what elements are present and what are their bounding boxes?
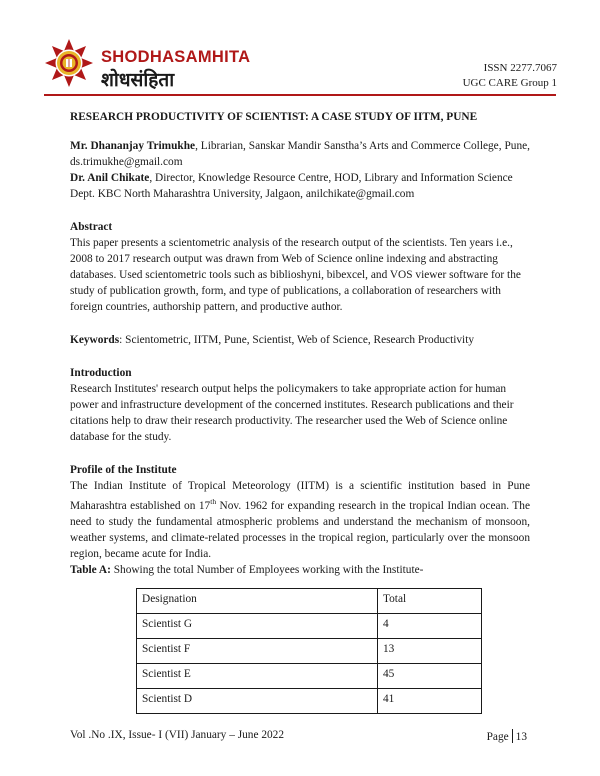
- footer-volume: Vol .No .IX, Issue- I (VII) January – June 2022: [70, 729, 285, 741]
- table-cell: 45: [378, 663, 482, 688]
- page-label: Page: [486, 731, 509, 743]
- profile-heading: Profile of the Institute: [70, 464, 177, 476]
- table-header-row: [137, 588, 482, 613]
- profile-text: The Indian Institute of Tropical Meteorology (IITM) is a scientific institution based in Pune Maharashtra established on 17th Nov. 1962 for expanding research in the tropical Indian ocean. The need to study the fundamental atmospheric problems and understand the mechanism of monsoon, weather systems, and climate-related processes in the tropical region, particularly over the monsoon region, became acute for India.: [70, 480, 530, 560]
- table-cell: Scientist E: [137, 663, 378, 688]
- journal-name: SHODHASAMHITA: [101, 48, 251, 66]
- introduction-heading: Introduction: [70, 367, 132, 379]
- table-cell: Scientist D: [137, 688, 378, 713]
- table-cell: Scientist G: [137, 613, 378, 638]
- journal-emblem-icon: [44, 38, 94, 88]
- table-cell: 4: [378, 613, 482, 638]
- table-caption: [70, 562, 530, 578]
- article-body: [70, 109, 530, 714]
- author-1-details: , Librarian, Sanskar Mandir Sanstha’s Arts and Commerce College, Pune, ds.trimukhe@gmail.com: [70, 140, 530, 168]
- ugc-care-group: UGC CARE Group 1: [462, 77, 557, 89]
- table-caption-text: Showing the total Number of Employees working with the Institute-: [110, 563, 424, 576]
- author-2-name: Dr. Anil Chikate: [70, 172, 150, 184]
- journal-name-hindi: शोधसंहिता: [101, 69, 175, 91]
- table-row: [137, 688, 482, 713]
- author-1: [70, 138, 530, 170]
- table-header-cell: Designation: [137, 588, 378, 613]
- introduction-text: Research Institutes' research output helps the policymakers to take appropriate action for human power and infrastructure development of the concerned institutes. Research publications and their citations help to draw their research productivity. The researcher used the Web of Science online database for the study.: [70, 383, 514, 443]
- table-header-cell: Total: [378, 588, 482, 613]
- issn-number: ISSN 2277.7067: [483, 62, 557, 74]
- keywords-text: : Scientometric, IITM, Pune, Scientist, Web of Science, Research Productivity: [119, 334, 475, 346]
- profile-superscript: th: [210, 497, 217, 506]
- table-cell: 13: [378, 638, 482, 663]
- header-divider: [44, 94, 556, 96]
- table-row: [137, 613, 482, 638]
- abstract-heading: Abstract: [70, 221, 113, 233]
- employees-table: [136, 588, 482, 714]
- page-number: 13: [515, 731, 527, 743]
- author-2-details: , Director, Knowledge Resource Centre, HOD, Library and Information Science Dept. KBC North Maharashtra University, Jalgaon, anilchikate@gmail.com: [70, 172, 513, 200]
- keywords-label: Keywords: [70, 334, 120, 346]
- table-cell: 41: [378, 688, 482, 713]
- abstract-text: This paper presents a scientometric analysis of the research output of the scientists. Ten years i.e., 2008 to 2017 research output was drawn from Web of Science online indexing and abstracting databases. Used scientometric tools such as biblioshyni, bibexcel, and VOS viewer software for the study of publication growth, form, and type of publications, a collaboration of researchers with foreign countries, authorship pattern, and productive author.: [70, 237, 521, 313]
- journal-logo: [44, 38, 94, 88]
- table-row: [137, 663, 482, 688]
- table-cell: Scientist F: [137, 638, 378, 663]
- article-title: RESEARCH PRODUCTIVITY OF SCIENTIST: A CASE STUDY OF IITM, PUNE: [70, 111, 478, 123]
- keywords: [70, 332, 530, 348]
- table-caption-label: Table A:: [70, 563, 111, 576]
- author-2: [70, 170, 530, 202]
- author-1-name: Mr. Dhananjay Trimukhe: [70, 140, 196, 152]
- footer-page: [487, 729, 527, 743]
- table-row: [137, 638, 482, 663]
